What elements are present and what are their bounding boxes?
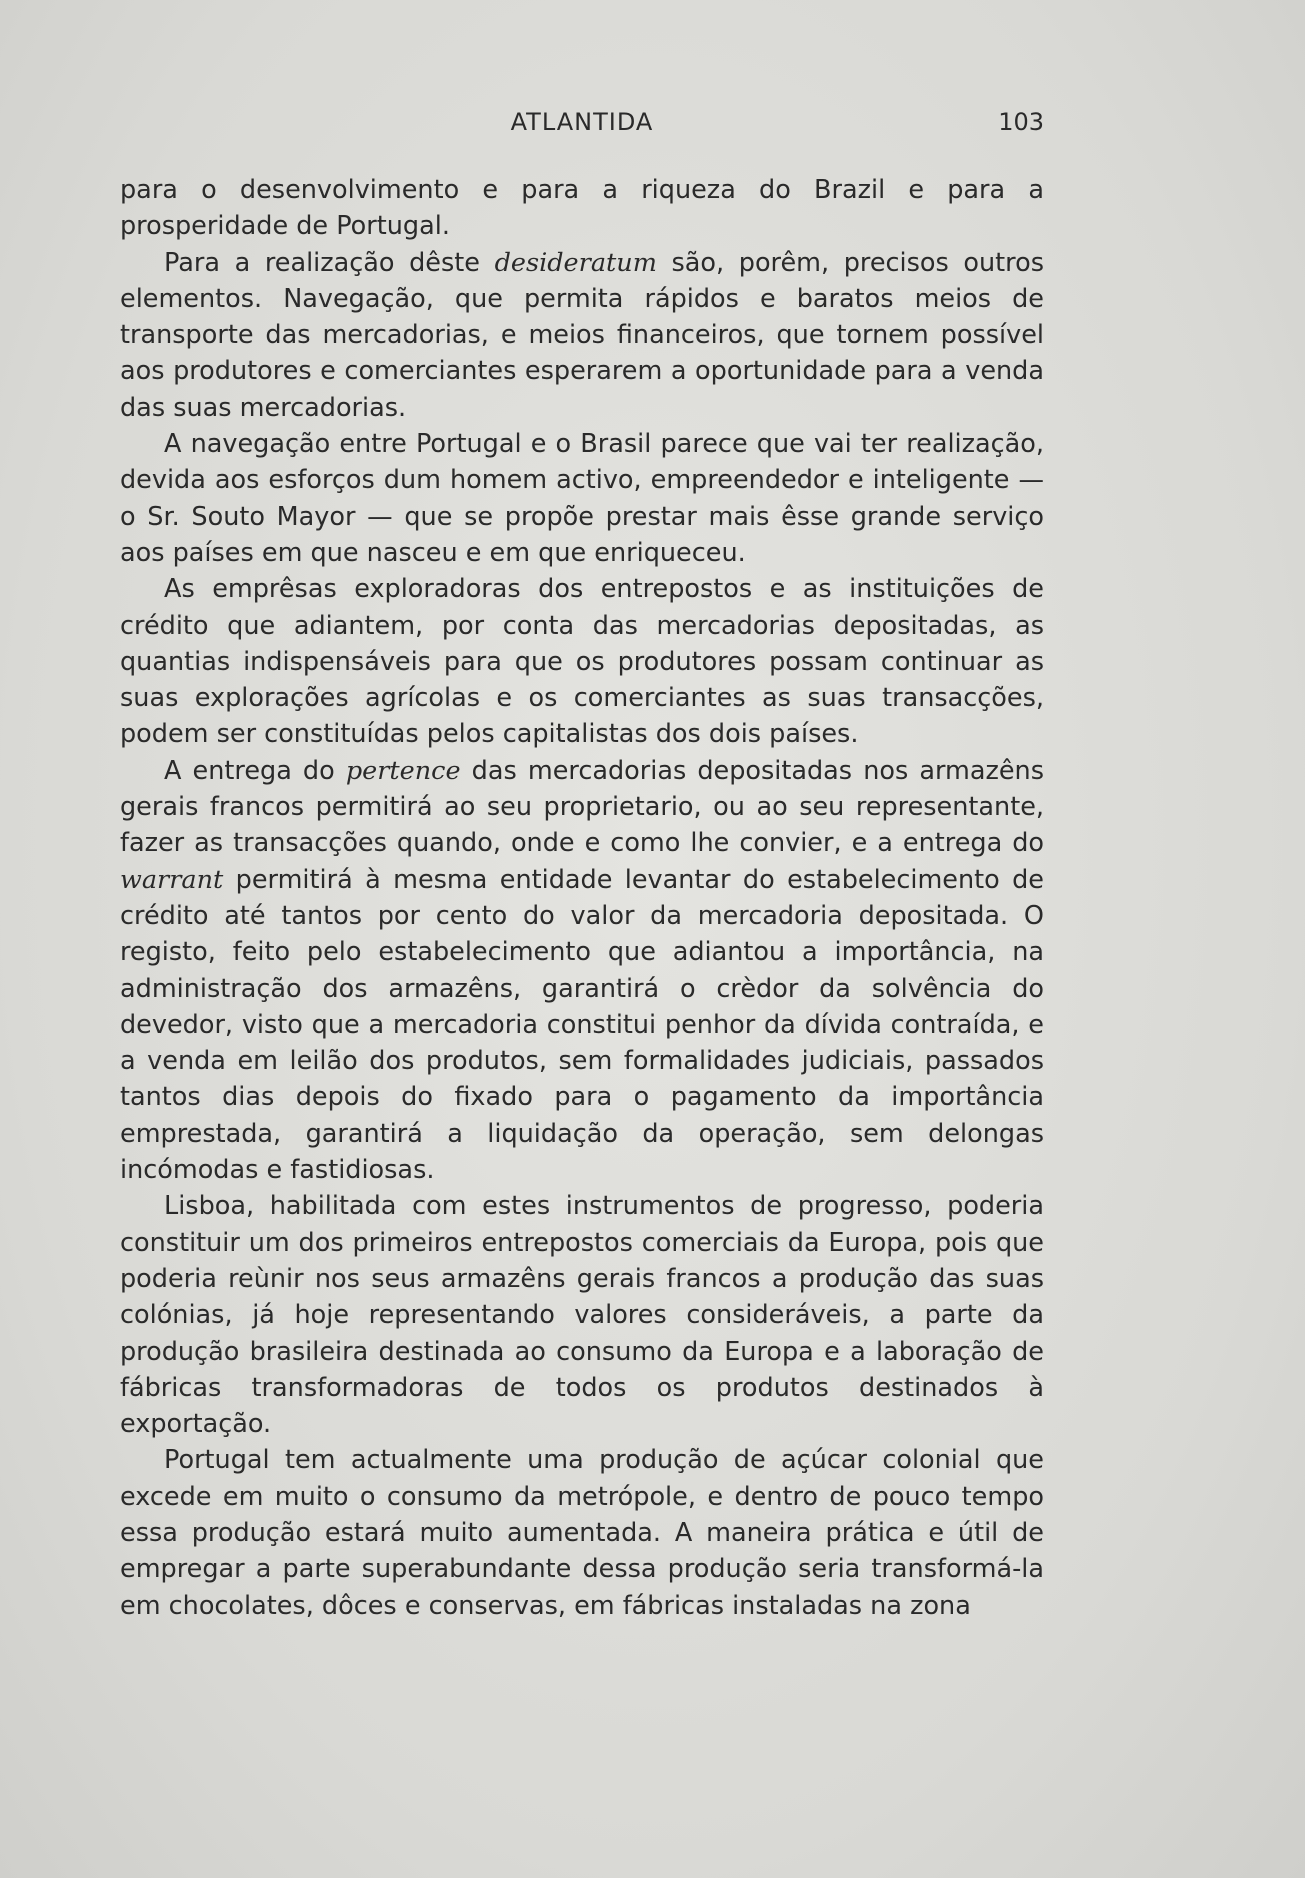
page-header	[120, 104, 1044, 140]
page-number: 103	[998, 108, 1044, 136]
text-segment: Lisboa, habilitada com estes instrumentos de progresso, poderia constituir um dos primeiros entrepostos comerciais da Europa, pois que poderia reùnir nos seus armazêns gerais francos a produção das suas colónias, já hoje representando valores consideráveis, a parte da produção brasileira destinada ao consumo da Europa e a laboração de fábricas transformadoras de todos os produtos destinados à exportação.	[120, 1191, 1044, 1440]
italic-term-warrant: warrant	[120, 864, 224, 895]
text-segment: para o desenvolvimento e para a riqueza do Brazil e para a prosperidade de Portugal.	[120, 175, 1044, 242]
italic-term-pertence: pertence	[345, 755, 461, 786]
body-text	[120, 172, 1044, 1624]
text-segment: permitirá à mesma entidade levantar do estabelecimento de crédito até tantos por cento do valor da mercadoria depositada. O registo, feito pelo estabelecimento que adiantou a importância, na administração dos armazêns, garantirá o crèdor da solvência do devedor, visto que a mercadoria constitui penhor da dívida contraída, e a venda em leilão dos produtos, sem formalidades judiciais, passados tantos dias depois do fixado para o pagamento da importância emprestada, garantirá a liquidação da operação, sem delongas incómodas e fastidiosas.	[120, 864, 1044, 1186]
text-segment: são, porêm, precisos outros elementos. Navegação, que permita rápidos e baratos meios de transporte das mercadorias, e meios financeiros, que tornem possível aos produtores e comerciantes esperarem a oportunidade para a venda das suas mercadorias.	[120, 247, 1044, 423]
paragraph-7	[120, 1442, 1044, 1623]
paragraph-1	[120, 172, 1044, 245]
text-segment: Portugal tem actualmente uma produção de açúcar colonial que excede em muito o consumo da metrópole, e dentro de pouco tempo essa produção estará muito aumentada. A maneira prática e útil de empregar a parte superabundante dessa produção seria transformá-la em chocolates, dôces e conservas, em fábricas instaladas na zona	[120, 1445, 1044, 1621]
paragraph-2	[120, 245, 1044, 426]
running-title: ATLANTIDA	[510, 108, 654, 136]
text-segment: A entrega do	[164, 755, 346, 786]
text-segment: A navegação entre Portugal e o Brasil parece que vai ter realização, devida aos esforços dum homem activo, empreendedor e inteligente — o Sr. Souto Mayor — que se propõe prestar mais êsse grande serviço aos países em que nasceu e em que enriqueceu.	[120, 429, 1044, 568]
paragraph-5	[120, 753, 1044, 1189]
paragraph-6	[120, 1188, 1044, 1442]
text-segment: Para a realização dêste	[164, 247, 495, 278]
text-segment: As emprêsas exploradoras dos entrepostos e as instituições de crédito que adiantem, por conta das mercadorias depositadas, as quantias indispensáveis para que os produtores possam continuar as suas explorações agrícolas e os comerciantes as suas transacções, podem ser constituídas pelos capitalistas dos dois países.	[120, 574, 1044, 750]
text-segment: das mercadorias depositadas nos armazêns gerais francos permitirá ao seu proprietario, ou ao seu representante, fazer as transacções quando, onde e como lhe convier, e a entrega do	[120, 755, 1044, 859]
paragraph-3	[120, 426, 1044, 571]
italic-term-desideratum: desideratum	[494, 247, 657, 278]
paragraph-4	[120, 571, 1044, 752]
